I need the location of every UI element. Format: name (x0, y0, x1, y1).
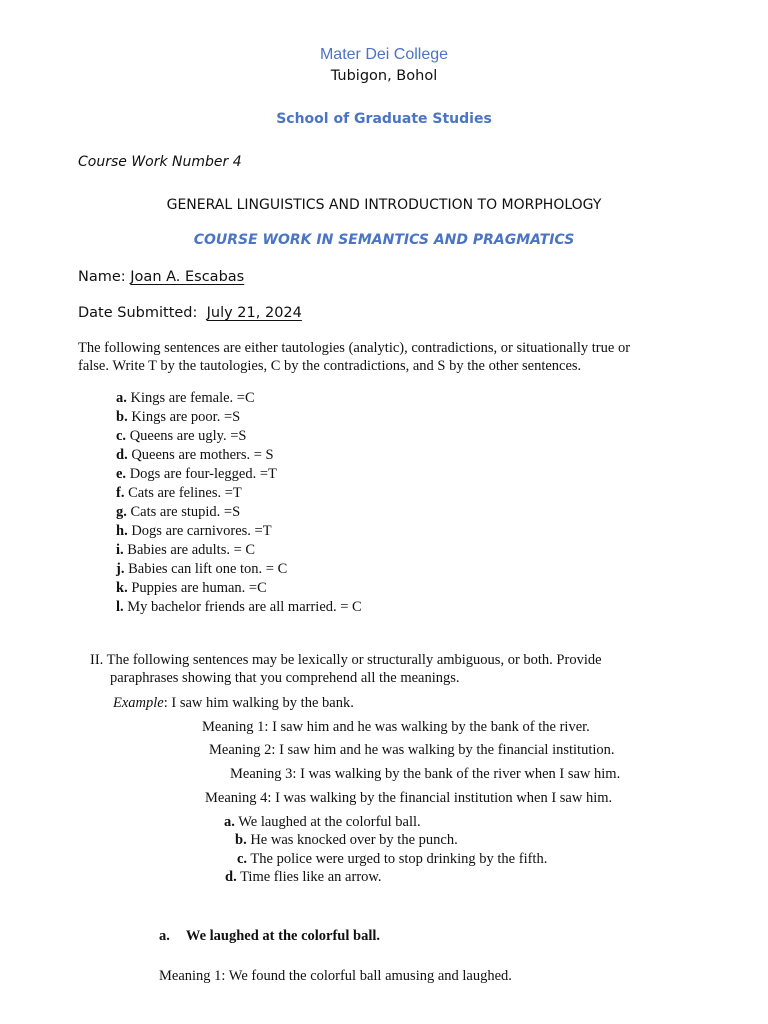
item-text: Puppies are human. =C (127, 580, 267, 596)
date-line (78, 305, 302, 321)
part2-instructions-line2: paraphrases showing that you comprehend all the meanings. (110, 670, 460, 686)
item-text: Queens are mothers. = S (127, 447, 274, 463)
item-letter: j. (116, 561, 125, 577)
example-label: Example (113, 695, 164, 711)
item-text: Dogs are carnivores. =T (127, 523, 272, 539)
item-letter: g. (116, 504, 127, 520)
part1-item (116, 409, 240, 426)
item-text: Queens are ugly. =S (126, 428, 247, 444)
item-text: We laughed at the colorful ball. (234, 814, 421, 830)
course-work-number: Course Work Number 4 (78, 154, 242, 170)
item-text: Dogs are four-legged. =T (126, 466, 277, 482)
item-letter: c. (116, 428, 127, 444)
meaning-line: Meaning 4: I was walking by the financial institution when I saw him. (205, 790, 613, 806)
part2-item (235, 832, 458, 849)
item-text: Kings are female. =C (126, 390, 255, 406)
part2-item (237, 851, 547, 868)
item-text: Time flies like an arrow. (236, 869, 382, 885)
course-title: GENERAL LINGUISTICS AND INTRODUCTION TO MORPHOLOGY (166, 197, 602, 213)
item-letter: d. (225, 869, 237, 885)
item-letter: f. (116, 485, 125, 501)
item-letter: k. (116, 580, 128, 596)
part2-item (225, 869, 382, 886)
course-subtitle: COURSE WORK IN SEMANTICS AND PRAGMATICS (193, 232, 575, 248)
part1-item (116, 390, 255, 407)
item-text: The police were urged to stop drinking by the fifth. (247, 851, 548, 867)
part1-item (116, 466, 277, 483)
date-label: Date Submitted: (78, 305, 207, 321)
item-letter: e. (116, 466, 127, 482)
item-letter: b. (235, 832, 247, 848)
meaning-line: Meaning 3: I was walking by the bank of the river when I saw him. (230, 766, 621, 782)
date-value: July 21, 2024 (206, 305, 302, 321)
name-line (78, 269, 244, 285)
part1-item (116, 561, 287, 578)
meaning-line: Meaning 2: I saw him and he was walking by the financial institution. (209, 742, 615, 758)
part1-item (116, 542, 255, 559)
item-letter: i. (116, 542, 124, 558)
example-line (113, 695, 354, 712)
item-text: Kings are poor. =S (127, 409, 241, 425)
college-name: Mater Dei College (319, 46, 449, 63)
meaning-line: Meaning 1: I saw him and he was walking by the bank of the river. (202, 719, 590, 735)
name-label: Name: (78, 269, 131, 285)
item-letter: a. (224, 814, 235, 830)
part1-instructions-line1: The following sentences are either tautologies (analytic), contradictions, or situationally true or (78, 340, 631, 356)
part1-item (116, 599, 362, 616)
item-letter: h. (116, 523, 128, 539)
item-letter: l. (116, 599, 124, 615)
part1-item (116, 485, 242, 502)
name-value: Joan A. Escabas (130, 269, 245, 285)
item-text: Babies are adults. = C (123, 542, 256, 558)
item-letter: c. (237, 851, 248, 867)
item-text: My bachelor friends are all married. = C (123, 599, 362, 615)
answer-a-sentence: We laughed at the colorful ball. (185, 928, 381, 944)
answer-a-heading (159, 928, 380, 945)
part2-item (224, 814, 421, 831)
part1-item (116, 504, 240, 521)
part1-item (116, 523, 272, 540)
answer-a-letter: a. (159, 928, 170, 944)
item-text: Babies can lift one ton. = C (124, 561, 288, 577)
example-text: : I saw him walking by the bank. (163, 695, 354, 711)
part1-instructions-line2: false. Write T by the tautologies, C by the contradictions, and S by the other sentences. (78, 358, 582, 374)
item-text: Cats are stupid. =S (126, 504, 241, 520)
part2-instructions-line1: II. The following sentences may be lexically or structurally ambiguous, or both. Provide (90, 652, 602, 668)
item-letter: b. (116, 409, 128, 425)
answer-a-meaning1: Meaning 1: We found the colorful ball amusing and laughed. (159, 968, 512, 984)
item-letter: d. (116, 447, 128, 463)
school-name: School of Graduate Studies (276, 111, 492, 127)
part1-item (116, 447, 274, 464)
college-location: Tubigon, Bohol (330, 68, 438, 84)
part1-item (116, 580, 267, 597)
item-text: Cats are felines. =T (124, 485, 242, 501)
item-letter: a. (116, 390, 127, 406)
part1-item (116, 428, 246, 445)
item-text: He was knocked over by the punch. (246, 832, 458, 848)
